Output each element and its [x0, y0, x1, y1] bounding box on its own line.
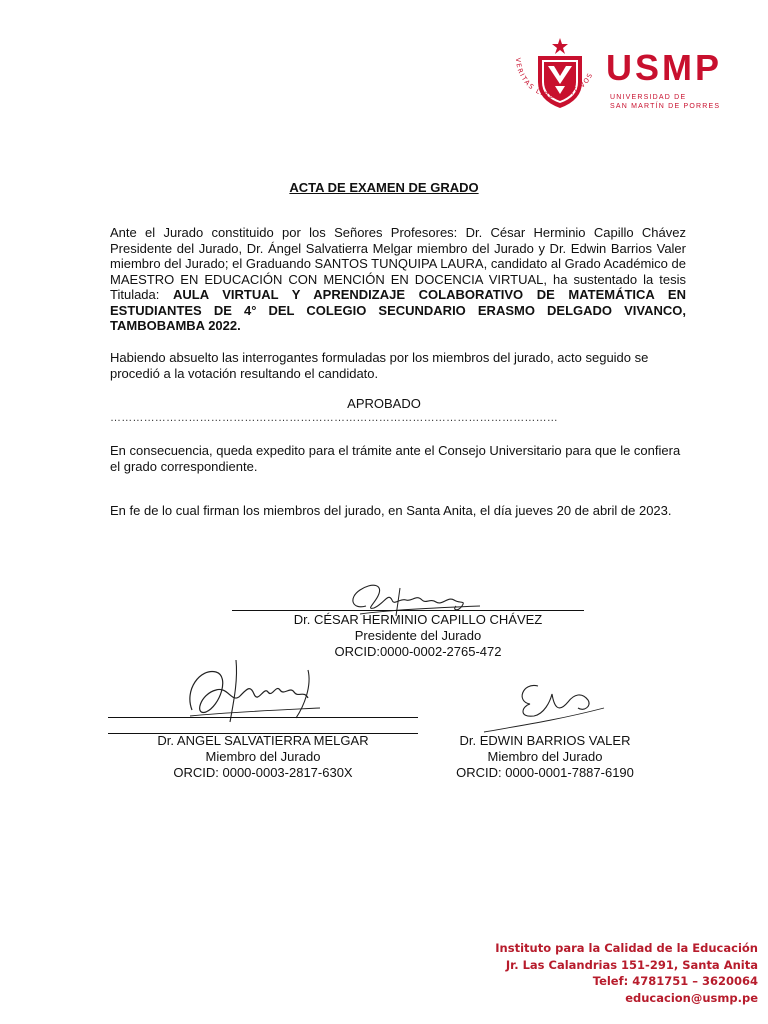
- president-signature-line: [232, 610, 584, 611]
- member1-orcid: ORCID: 0000-0003-2817-630X: [173, 765, 353, 780]
- paragraph-consequence: En consecuencia, queda expedito para el trámite ante el Consejo Universitario para que le confiera el grado correspondiente.: [110, 443, 681, 474]
- usmp-logo: [508, 36, 748, 116]
- footer-contact: [495, 940, 758, 1006]
- member1-role: Miembro del Jurado: [205, 749, 321, 764]
- paragraph-vote: Habiendo absuelto las interrogantes formuladas por los miembros del jurado, acto seguido se procedió a la votación resultando el candidato.: [110, 350, 649, 381]
- thesis-title: AULA VIRTUAL Y APRENDIZAJE COLABORATIVO DE MATEMÁTICA EN ESTUDIANTES DE 4° DEL COLEGIO SECUNDARIO ERASMO DELGADO VIVANCO, TAMBOBAMBA 2022.: [110, 287, 686, 333]
- member2-role: Miembro del Jurado: [487, 749, 603, 764]
- member1-signature-line-top: [108, 717, 418, 718]
- svg-text:VERITAS LIBERABIT VOS: VERITAS LIBERABIT VOS: [513, 57, 595, 101]
- member2-block: [440, 733, 650, 781]
- logo-subtitle: UNIVERSIDAD DE SAN MARTÍN DE PORRES: [610, 94, 721, 110]
- logo-brand-text: USMP: [606, 47, 723, 88]
- footer-phone: Telef: 4781751 – 3620064: [592, 974, 758, 988]
- member1-block: [108, 733, 418, 781]
- member2-name: Dr. EDWIN BARRIOS VALER: [459, 733, 631, 748]
- footer-institute: Instituto para la Calidad de la Educación: [495, 941, 758, 955]
- paragraph-closing: En fe de lo cual firman los miembros del jurado, en Santa Anita, el día jueves 20 de abril de 2023.: [110, 503, 672, 518]
- usmp-shield-icon: [508, 36, 604, 116]
- member2-orcid: ORCID: 0000-0001-7887-6190: [456, 765, 634, 780]
- paragraph-jury: [110, 225, 686, 334]
- document-title: ACTA DE EXAMEN DE GRADO: [289, 180, 479, 195]
- paragraph-jury-intro: Ante el Jurado constituido por los Señores Profesores: Dr. César Herminio Capillo Chávez Presidente del Jurado, Dr. Ángel Salvatierra Melgar miembro del Jurado y Dr. Edwin Barrios Valer miembro del Jurado; el Graduando SANTOS TUNQUIPA LAURA, candidato al Grado Académico de MAESTRO EN EDUCACIÓN CON MENCIÓN EN DOCENCIA VIRTUAL, ha sustentado la tesis Titulada:: [110, 225, 686, 302]
- member1-signature: [180, 650, 330, 730]
- dotted-line: …………………………………………………………………………………………………………: [110, 412, 558, 424]
- footer-address: Jr. Las Calandrias 151-291, Santa Anita: [505, 957, 758, 972]
- footer-email: educacion@usmp.pe: [625, 990, 758, 1005]
- president-role: Presidente del Jurado: [354, 628, 482, 643]
- result-text: APROBADO: [347, 396, 421, 411]
- member2-signature: [478, 672, 608, 737]
- member1-name: Dr. ANGEL SALVATIERRA MELGAR: [157, 733, 369, 748]
- president-name: Dr. CÉSAR HERMINIO CAPILLO CHÁVEZ: [293, 612, 543, 627]
- president-orcid: ORCID:0000-0002-2765-472: [334, 644, 502, 659]
